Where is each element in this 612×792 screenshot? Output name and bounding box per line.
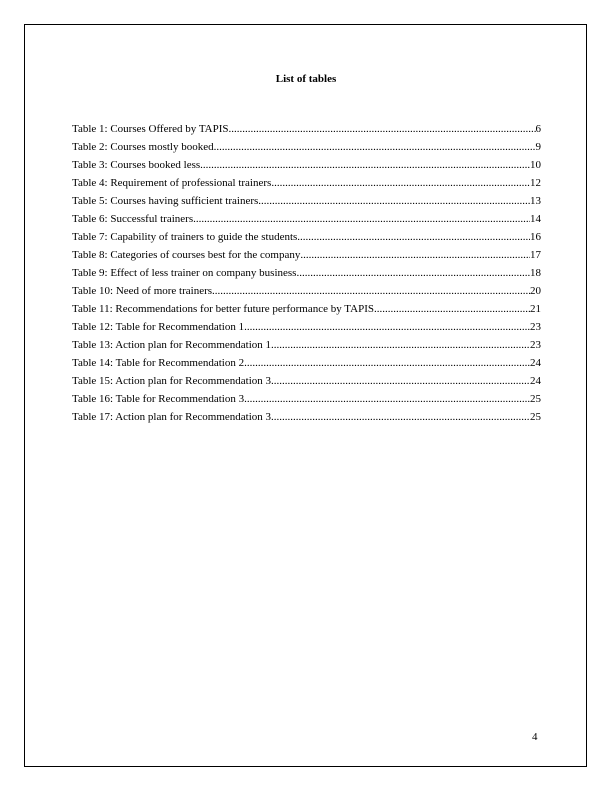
toc-entry-page: 13 [530, 195, 541, 207]
dot-leader [214, 140, 536, 154]
toc-entry-label: Table 1: Courses Offered by TAPIS [72, 123, 229, 135]
toc-entry-page: 10 [530, 159, 541, 171]
dot-leader [193, 212, 530, 226]
dot-leader [374, 302, 530, 316]
toc-entry-page: 24 [530, 357, 541, 369]
dot-leader [297, 230, 530, 244]
dot-leader [244, 356, 530, 370]
toc-entry-page: 25 [530, 393, 541, 405]
toc-entry-label: Table 6: Successful trainers [72, 213, 194, 225]
toc-entry[interactable] [72, 392, 541, 410]
toc-entry[interactable] [72, 266, 541, 284]
list-of-tables [72, 122, 541, 428]
toc-entry[interactable] [72, 374, 541, 392]
toc-entry[interactable] [72, 284, 541, 302]
toc-entry-label: Table 7: Capability of trainers to guide the students [72, 231, 298, 243]
toc-entry[interactable] [72, 212, 541, 230]
toc-entry-label: Table 9: Effect of less trainer on company business [72, 267, 297, 279]
toc-entry-page: 16 [530, 231, 541, 243]
dot-leader [200, 158, 530, 172]
toc-entry[interactable] [72, 248, 541, 266]
dot-leader [244, 320, 530, 334]
toc-entry[interactable] [72, 338, 541, 356]
toc-entry-label: Table 8: Categories of courses best for the company [72, 249, 301, 261]
dot-leader [271, 338, 530, 352]
toc-entry-label: Table 13: Action plan for Recommendation 1 [72, 339, 272, 351]
toc-entry[interactable] [72, 158, 541, 176]
toc-entry-page: 20 [530, 285, 541, 297]
toc-entry-label: Table 14: Table for Recommendation 2 [72, 357, 245, 369]
toc-entry[interactable] [72, 176, 541, 194]
toc-entry-label: Table 12: Table for Recommendation 1 [72, 321, 245, 333]
page-number: 4 [532, 731, 538, 743]
dot-leader [212, 284, 530, 298]
toc-entry-label: Table 4: Requirement of professional trainers [72, 177, 272, 189]
dot-leader [258, 194, 530, 208]
toc-entry[interactable] [72, 194, 541, 212]
toc-entry-page: 25 [530, 411, 541, 423]
toc-entry-label: Table 5: Courses having sufficient trainers [72, 195, 259, 207]
toc-entry-label: Table 16: Table for Recommendation 3 [72, 393, 245, 405]
toc-entry-page: 12 [530, 177, 541, 189]
toc-entry-page: 6 [535, 123, 541, 135]
toc-entry-label: Table 10: Need of more trainers [72, 285, 213, 297]
toc-entry[interactable] [72, 230, 541, 248]
toc-entry[interactable] [72, 140, 541, 158]
toc-entry-page: 23 [530, 321, 541, 333]
dot-leader [271, 374, 530, 388]
toc-entry-label: Table 11: Recommendations for better future performance by TAPIS [72, 303, 374, 315]
toc-entry-page: 14 [530, 213, 541, 225]
toc-entry[interactable] [72, 320, 541, 338]
toc-entry-page: 21 [530, 303, 541, 315]
dot-leader [244, 392, 530, 406]
dot-leader [271, 410, 530, 424]
toc-entry-page: 17 [530, 249, 541, 261]
toc-entry-label: Table 3: Courses booked less [72, 159, 201, 171]
toc-entry-label: Table 15: Action plan for Recommendation 3 [72, 375, 272, 387]
toc-entry-page: 9 [535, 141, 541, 153]
dot-leader [300, 248, 530, 262]
toc-entry-page: 23 [530, 339, 541, 351]
toc-entry[interactable] [72, 302, 541, 320]
toc-entry[interactable] [72, 410, 541, 428]
toc-entry-page: 18 [530, 267, 541, 279]
toc-entry-label: Table 2: Courses mostly booked [72, 141, 214, 153]
dot-leader [271, 176, 530, 190]
toc-entry[interactable] [72, 122, 541, 140]
page-title: List of tables [275, 73, 337, 85]
dot-leader [296, 266, 530, 280]
toc-entry-label: Table 17: Action plan for Recommendation 3 [72, 411, 272, 423]
toc-entry[interactable] [72, 356, 541, 374]
toc-entry-page: 24 [530, 375, 541, 387]
dot-leader [229, 122, 536, 136]
